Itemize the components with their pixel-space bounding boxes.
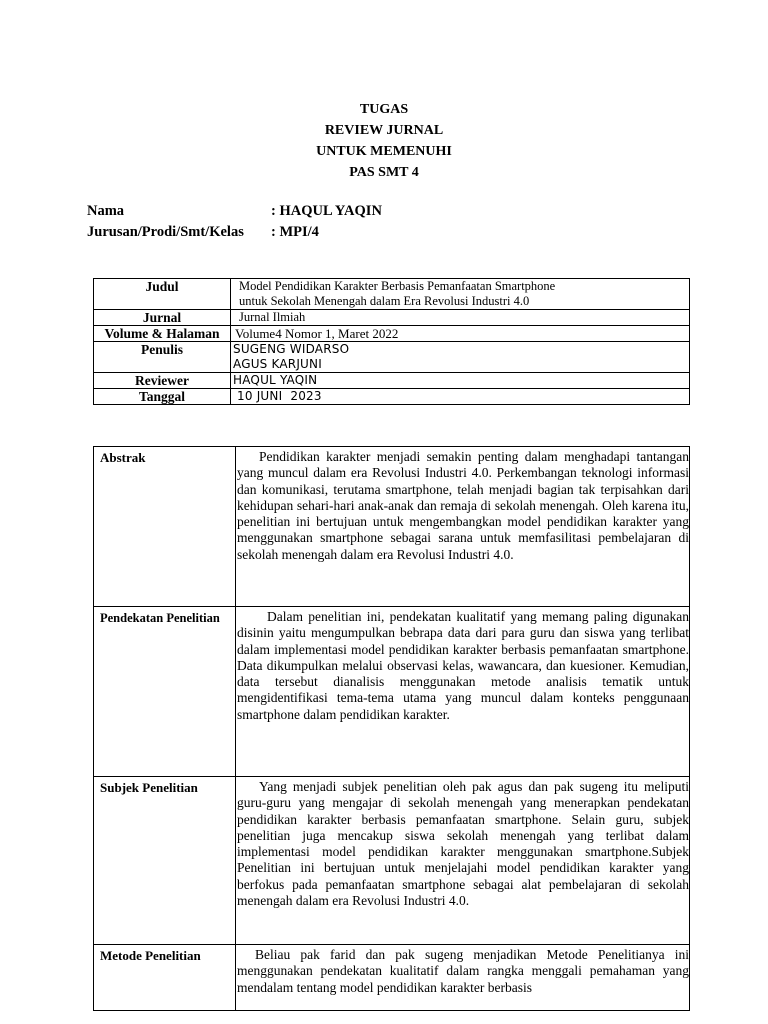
title-line-1: TUGAS xyxy=(359,102,409,117)
document-title xyxy=(0,99,768,183)
meta-row-judul xyxy=(94,279,690,310)
reviewer-label: Reviewer xyxy=(94,373,231,389)
judul-label: Judul xyxy=(94,279,231,310)
metode-cell xyxy=(236,945,690,1011)
pendekatan-text: Dalam penelitian ini, pendekatan kualitatif yang memang paling digunakan disinin yaitu mengumpulkan bebrapa data dari para guru dan siswa yang terlibat dalam implementasi model pendidikan karakter berbasis pemanfaatan smartphone. Data dikumpulkan melalui observasi kelas, wawancara, dan kuesioner. Kemudian, data tersebut dianalisis menggunakan metode analisis tematik untuk mengidentifikasi tema-tema utama yang muncul dalam konteks penggunaan smartphone dalam pendidikan karakter. xyxy=(237,609,689,722)
meta-row-jurnal xyxy=(94,310,690,326)
meta-row-penulis xyxy=(94,342,690,373)
tanggal-value: 10 JUNI 2023 xyxy=(231,389,690,405)
review-row-pendekatan xyxy=(94,607,690,777)
title-line-3: UNTUK MEMENUHI xyxy=(316,144,452,159)
abstrak-label: Abstrak xyxy=(94,447,236,607)
review-table xyxy=(93,446,690,1011)
review-row-metode xyxy=(94,945,690,1011)
penulis-1: SUGENG WIDARSO xyxy=(233,342,350,356)
meta-row-tanggal xyxy=(94,389,690,405)
major-value: : MPI/4 xyxy=(271,224,319,240)
volume-value: Volume4 Nomor 1, Maret 2022 xyxy=(231,326,690,342)
volume-label: Volume & Halaman xyxy=(94,326,231,342)
subjek-label: Subjek Penelitian xyxy=(94,777,236,945)
subjek-text: Yang menjadi subjek penelitian oleh pak agus dan pak sugeng itu meliputi guru-guru yang mengajar di sekolah menengah yang menerapkan pendekatan pendidikan karakter berbasis pemanfaatan smartphone. Selain guru, subjek penelitian juga mencakup siswa sekolah menengah yang terlibat dalam implementasi model pendidikan karakter menggunakan smartphone.Subjek Penelitian ini bertujuan untuk menjelajahi model pendidikan karakter yang berfokus pada pemanfaatan smartphone sebagai alat pembelajaran di sekolah menengah dalam era Revolusi Industri 4.0. xyxy=(237,779,689,909)
abstrak-text: Pendidikan karakter menjadi semakin penting dalam menghadapi tantangan yang muncul dalam era Revolusi Industri 4.0. Perkembangan teknologi informasi dan komunikasi, terutama smartphone, telah menjadi bagian tak terpisahkan dari kehidupan sehari-hari anak-anak dan remaja di sekolah menengah. Oleh karena itu, penelitian ini bertujuan untuk mengembangkan model pendidikan karakter yang menggunakan smartphone sebagai sarana untuk memfasilitasi pembelajaran di sekolah menengah dalam era Revolusi Industri 4.0. xyxy=(237,449,689,562)
major-label: Jurusan/Prodi/Smt/Kelas xyxy=(87,224,244,240)
title-line-2: REVIEW JURNAL xyxy=(324,123,444,138)
tanggal-label: Tanggal xyxy=(94,389,231,405)
judul-line-1: Model Pendidikan Karakter Berbasis Pemanfaatan Smartphone xyxy=(239,279,556,293)
jurnal-value: Jurnal Ilmiah xyxy=(231,310,690,326)
abstrak-cell xyxy=(236,447,690,607)
pendekatan-cell xyxy=(236,607,690,777)
judul-line-2: untuk Sekolah Menengah dalam Era Revolusi Industri 4.0 xyxy=(239,294,530,308)
penulis-2: AGUS KARJUNI xyxy=(233,357,322,371)
penulis-label: Penulis xyxy=(94,342,231,373)
meta-row-volume xyxy=(94,326,690,342)
pendekatan-label: Pendekatan Penelitian xyxy=(94,607,236,777)
meta-row-reviewer xyxy=(94,373,690,389)
reviewer-value: HAQUL YAQIN xyxy=(231,373,690,389)
review-row-subjek xyxy=(94,777,690,945)
metode-text: Beliau pak farid dan pak sugeng menjadikan Metode Penelitianya ini menggunakan pendekatan kualitatif dalam rangka menggali pemahaman yang mendalam tentang model pendidikan karakter berbasis xyxy=(237,947,689,995)
review-row-abstrak xyxy=(94,447,690,607)
title-line-4: PAS SMT 4 xyxy=(349,165,419,180)
metode-label: Metode Penelitian xyxy=(94,945,236,1011)
penulis-value xyxy=(231,342,690,373)
subjek-cell xyxy=(236,777,690,945)
name-value: : HAQUL YAQIN xyxy=(271,203,382,219)
name-label: Nama xyxy=(87,203,125,219)
jurnal-label: Jurnal xyxy=(94,310,231,326)
judul-value xyxy=(231,279,690,310)
journal-meta-table xyxy=(93,278,690,405)
